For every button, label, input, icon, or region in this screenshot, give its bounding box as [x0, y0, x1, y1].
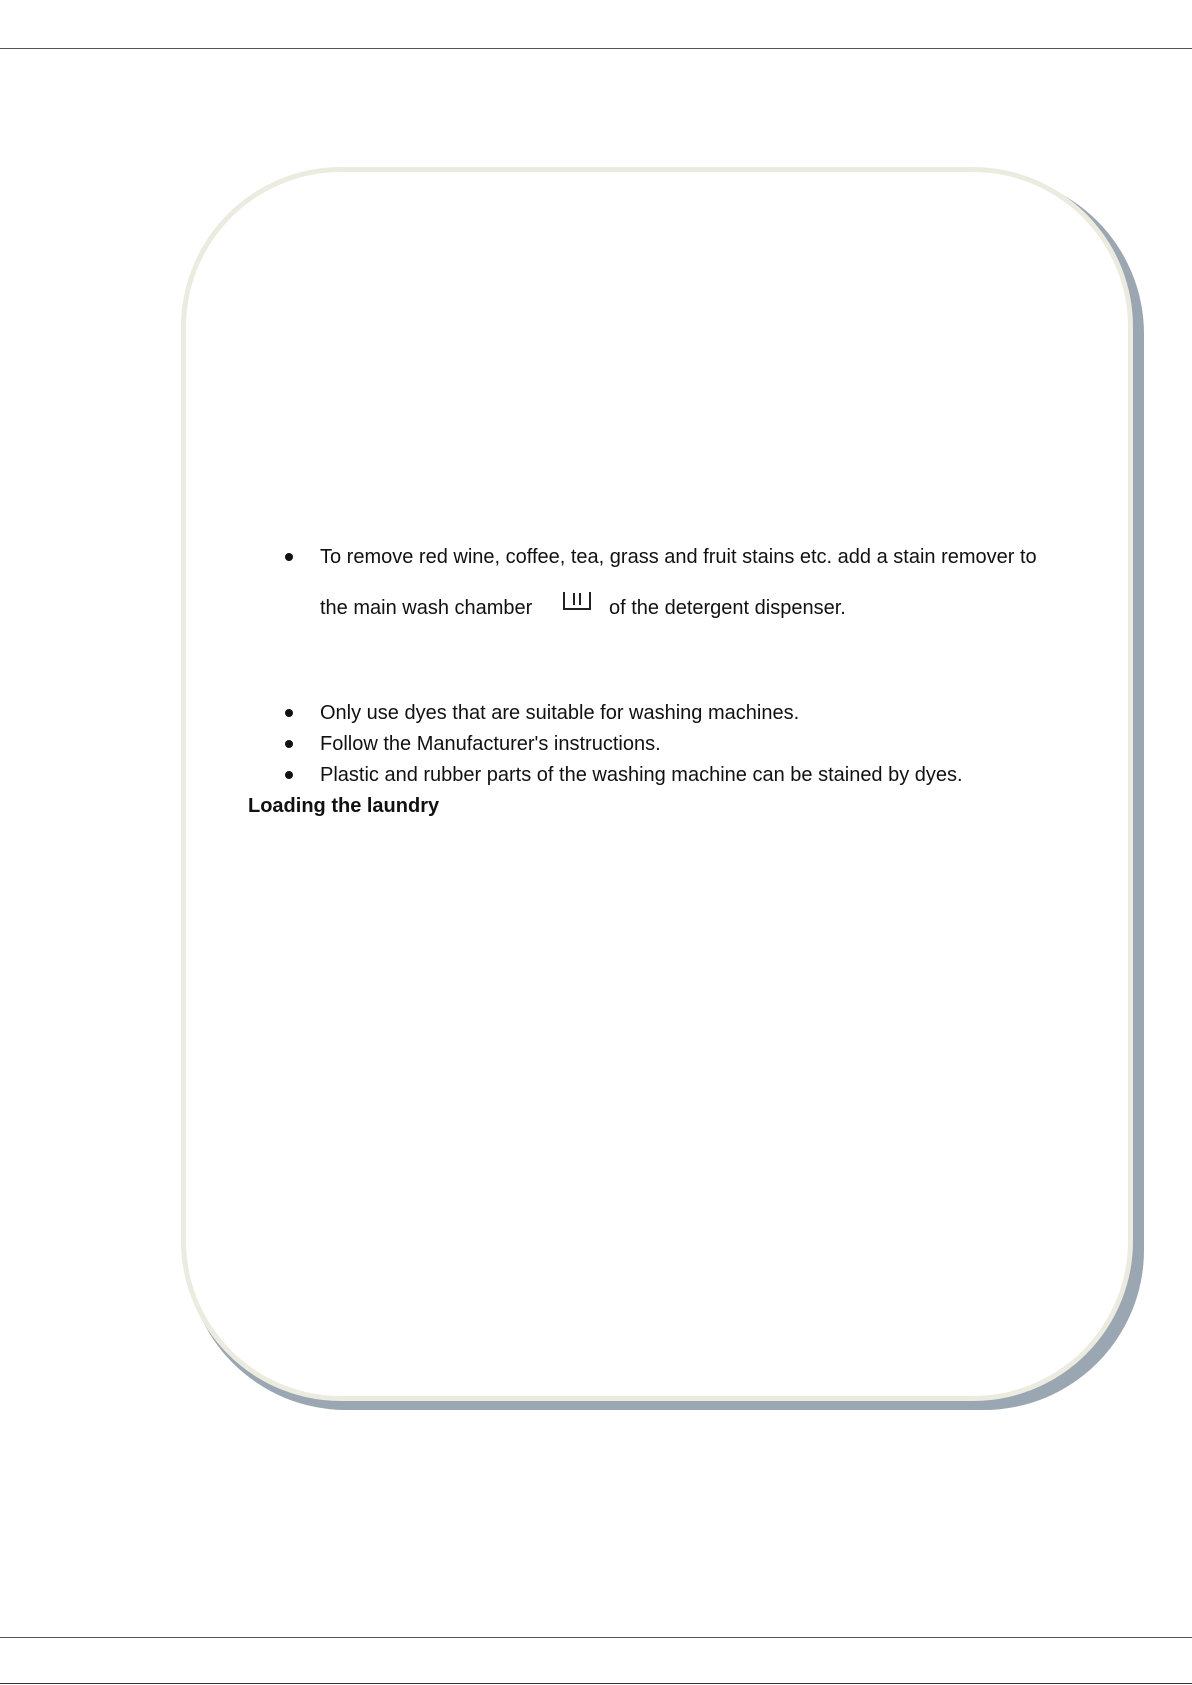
stain-remover-line-2b: of the detergent dispenser. — [609, 597, 846, 619]
stain-remover-line-2a: the main wash chamber — [320, 597, 533, 619]
loading-laundry-heading: Loading the laundry — [248, 795, 440, 817]
bullet-dot — [285, 709, 293, 717]
bullet-dot — [285, 740, 293, 748]
dye-item-2: Follow the Manufacturer's instructions. — [320, 733, 661, 755]
dye-item-1: Only use dyes that are suitable for washing machines. — [320, 702, 800, 724]
main-wash-chamber-icon — [562, 590, 592, 612]
footer-rule-lower — [0, 1683, 1192, 1684]
bullet-dot — [285, 553, 293, 561]
stain-remover-line-1: To remove red wine, coffee, tea, grass and fruit stains etc. add a stain remover to — [320, 546, 1037, 568]
dye-item-3: Plastic and rubber parts of the washing machine can be stained by dyes. — [320, 764, 963, 786]
bullet-dot — [285, 771, 293, 779]
footer-rule — [0, 1637, 1192, 1638]
